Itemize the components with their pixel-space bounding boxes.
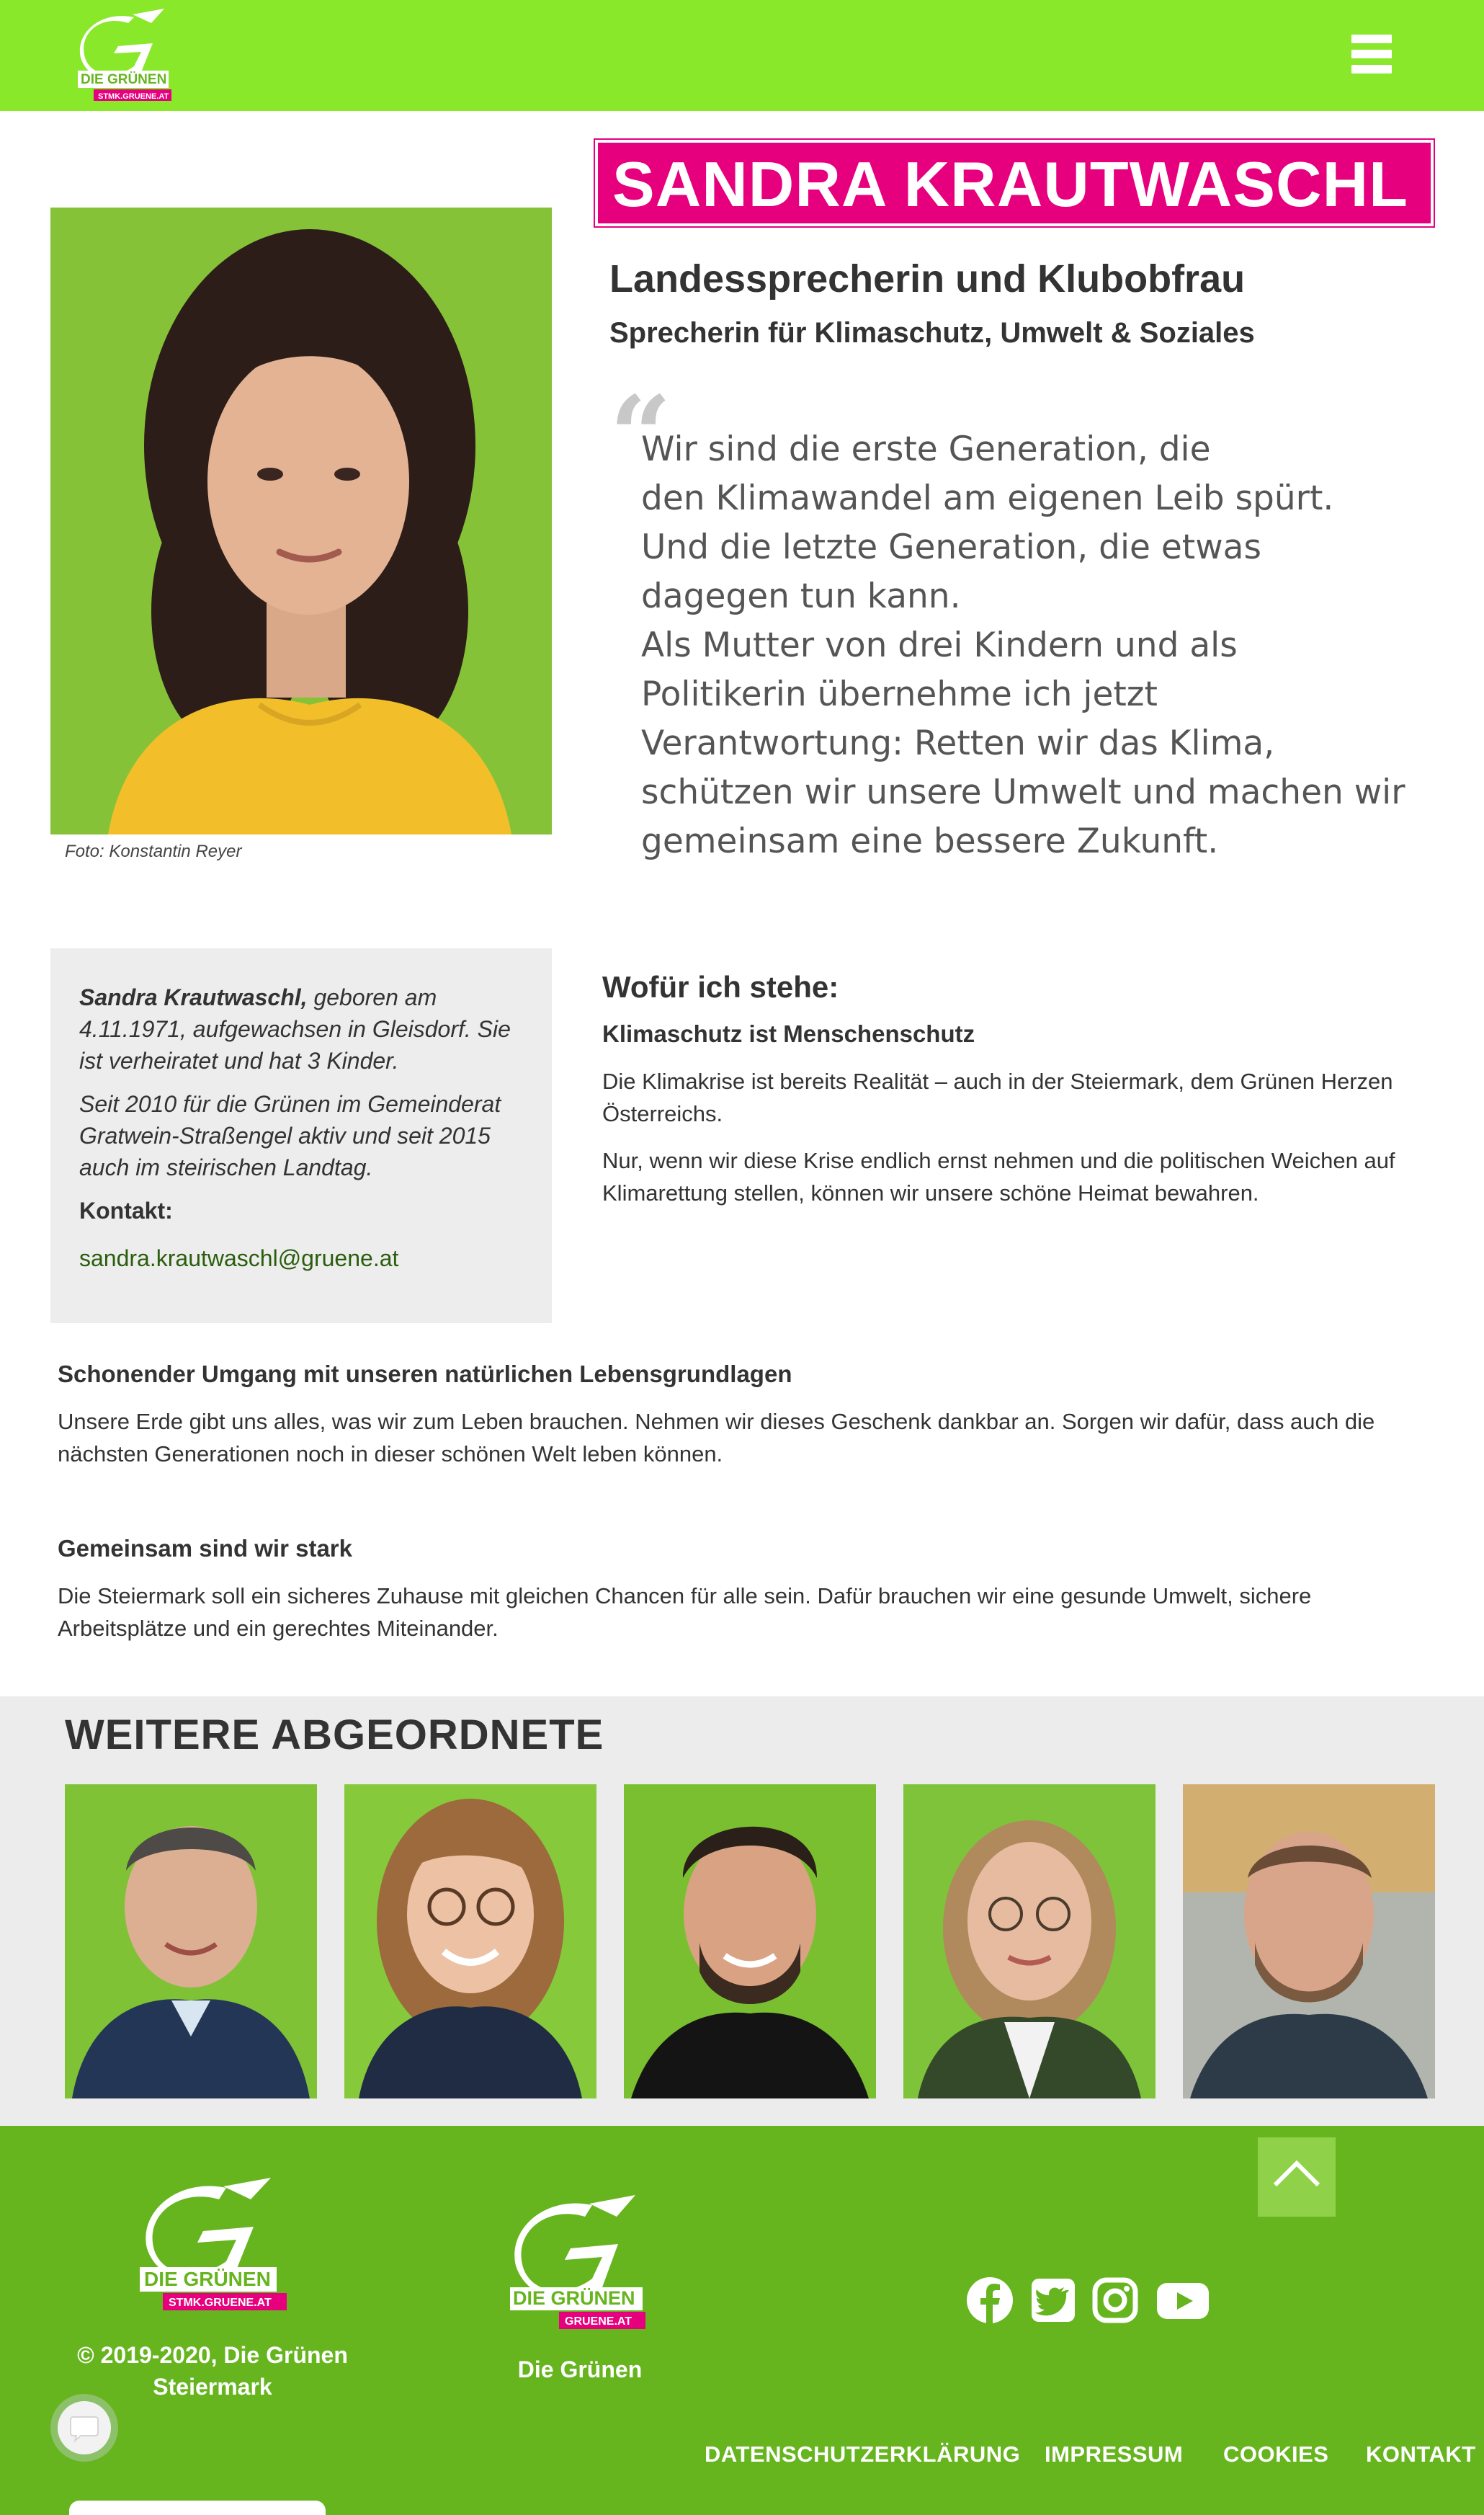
footer-link-privacy[interactable]: DATENSCHUTZERKLÄRUNG: [705, 2441, 1021, 2467]
footer-link-contact[interactable]: KONTAKT: [1366, 2441, 1476, 2467]
back-to-top-button[interactable]: [1258, 2137, 1336, 2217]
topic-1-paragraph-2: Nur, wenn wir diese Krise endlich ernst nehmen und die politischen Weichen auf Klimarettung stellen, können wir unsere schöne Heimat bewahren.: [602, 1148, 1395, 1206]
other-members-section: [0, 1696, 1484, 2126]
contact-label: Kontakt:: [79, 1198, 173, 1224]
email-link[interactable]: sandra.krautwaschl@gruene.at: [79, 1245, 399, 1271]
topic-2-heading: Schonender Umgang mit unseren natürlichen Lebensgrundlagen: [58, 1361, 792, 1387]
facebook-icon[interactable]: [964, 2274, 1016, 2326]
footer-brand-name: Die Grünen: [517, 2356, 643, 2382]
die-gruenen-logo[interactable]: [72, 7, 180, 104]
stance-heading: Wofür ich stehe:: [602, 970, 839, 1004]
portrait-photo: [50, 208, 552, 834]
topic-1-paragraph-1: Die Klimakrise ist bereits Realität – auch in der Steiermark, dem Grünen Herzen Österreichs.: [602, 1069, 1393, 1126]
copyright-text: © 2019-2020, Die Grünen Steiermark: [77, 2342, 348, 2400]
youtube-icon[interactable]: [1154, 2274, 1212, 2326]
hamburger-menu-icon[interactable]: [1351, 35, 1392, 74]
page-title: SANDRA KRAUTWASCHL: [612, 148, 1408, 220]
chat-bubble-icon: [58, 2401, 111, 2454]
chevron-up-icon: [1258, 2137, 1336, 2217]
topic-3-heading: Gemeinsam sind wir stark: [58, 1535, 353, 1562]
topic-2-paragraph: Unsere Erde gibt uns alles, was wir zum Leben brauchen. Nehmen wir dieses Geschenk dankbar an. Sorgen wir dafür, dass auch die nächsten Generationen noch in dieser schönen Welt leben können.: [58, 1409, 1375, 1466]
bio-paragraph-2: Seit 2010 für die Grünen im Gemeinderat Gratwein-Straßengel aktiv und seit 2015 auch im steirischen Landtag.: [79, 1091, 501, 1180]
stance-section: [602, 970, 1438, 1224]
bio-paragraph-1: [79, 981, 523, 1077]
role-title: Landessprecherin und Klubobfrau: [609, 257, 1246, 301]
member-photo-1[interactable]: [65, 1784, 317, 2098]
bottom-overlay-bar[interactable]: [69, 2501, 326, 2515]
member-photo-5[interactable]: [1183, 1784, 1435, 2098]
footer-logo-2-text: DIE GRÜNEN: [513, 2287, 635, 2309]
photo-credit: Foto: Konstantin Reyer: [65, 842, 242, 861]
member-photo-2[interactable]: [344, 1784, 596, 2098]
bio-name: Sandra Krautwaschl,: [79, 984, 308, 1010]
top-navigation-bar: [0, 0, 1484, 111]
footer-logo-1-text: DIE GRÜNEN: [144, 2268, 271, 2290]
topic-3-section: [58, 1535, 1426, 1644]
chat-widget-button[interactable]: [50, 2394, 118, 2462]
role-subtitle: Sprecherin für Klimaschutz, Umwelt & Soziales: [609, 317, 1255, 349]
quote-mark-icon: “: [609, 373, 672, 499]
footer-logo-gruene[interactable]: [504, 2191, 656, 2342]
footer-logo-steiermark[interactable]: [134, 2173, 292, 2318]
name-banner: [595, 140, 1434, 226]
topic-2-section: [58, 1361, 1426, 1470]
quote-text: Wir sind die erste Generation, die den Klimawandel am eigenen Leib spürt. Und die letzte Generation, die etwas dagegen tun kann. Als Mutter von drei Kindern und als Politikerin übernehme ich jetzt Verantwortung: Retten wir das Klima, schützen wir unsere Umwelt und machen wir gemeinsam eine bessere Zukunft.: [641, 429, 1405, 861]
other-members-heading: WEITERE ABGEORDNETE: [65, 1711, 604, 1758]
twitter-icon[interactable]: [1027, 2274, 1079, 2326]
footer-link-cookies[interactable]: COOKIES: [1223, 2441, 1329, 2467]
footer-logo-2-subtext: GRUENE.AT: [565, 2315, 633, 2328]
bio-line-1: geboren am 4.11.1971, aufgewachsen in Gleisdorf. Sie ist verheiratet und hat 3 Kinder.: [79, 984, 511, 1074]
member-photo-4[interactable]: [903, 1784, 1156, 2098]
footer-link-imprint[interactable]: IMPRESSUM: [1045, 2441, 1184, 2467]
topic-3-paragraph: Die Steiermark soll ein sicheres Zuhause mit gleichen Chancen für alle sein. Dafür brauchen wir eine gesunde Umwelt, sichere Arbeitsplätze und ein gerechtes Miteinander.: [58, 1583, 1312, 1641]
footer-logo-1-subtext: STMK.GRUENE.AT: [169, 2297, 272, 2309]
instagram-icon[interactable]: [1089, 2274, 1141, 2326]
logo-text: DIE GRÜNEN: [81, 72, 167, 87]
logo-subtext: STMK.GRUENE.AT: [98, 92, 169, 101]
bio-box: [50, 948, 552, 1323]
topic-1-heading: Klimaschutz ist Menschenschutz: [602, 1020, 975, 1047]
member-photo-3[interactable]: [624, 1784, 876, 2098]
